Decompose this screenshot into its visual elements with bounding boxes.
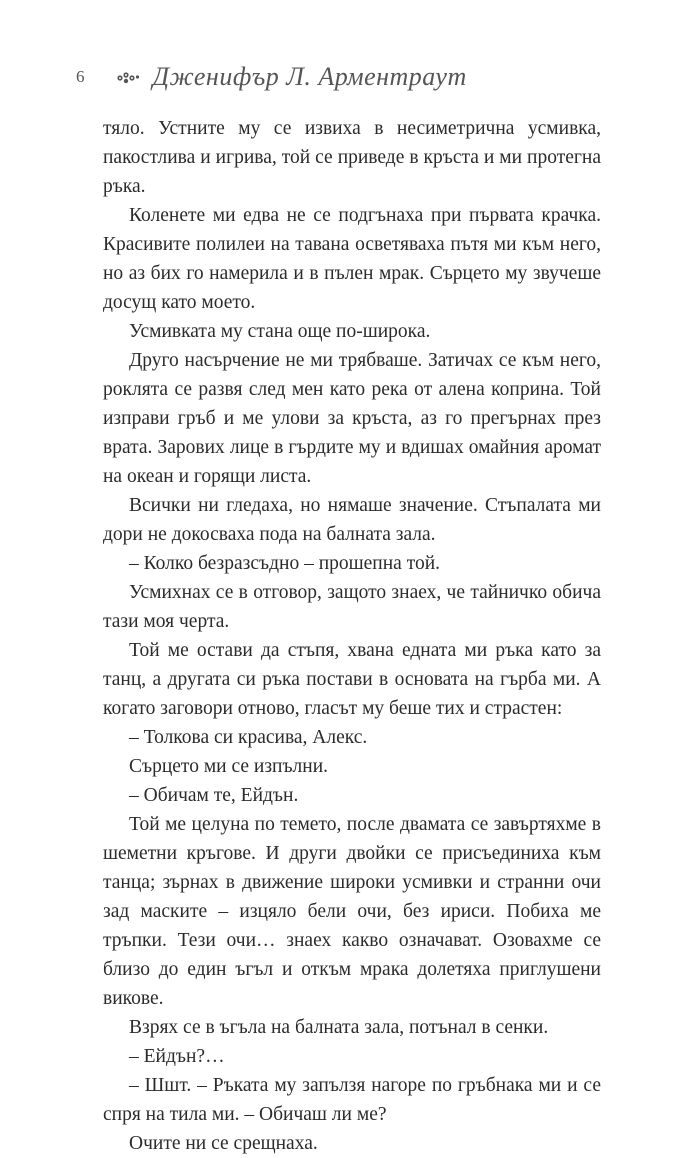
dialogue-line: – Ейдън?… <box>129 1046 225 1067</box>
paragraph: тяло. Устните му се извиха в несиметрична усмивка, пакостлива и игрива, той се приведе в кръста и ми протегна ръка. <box>103 118 601 197</box>
paragraph: Той ме целуна по темето, после двамата се завъртяхме в шеметни кръгове. И други двойки се присъединиха към танца; зърнах в движение широки усмивки и странни очи зад маските – изцяло бели очи, без ириси. Побиха ме тръпки. Тези очи… знаех какво означават. Озовахме се близо до един ъгъл и откъм мрака долетяха приглушени викове. <box>103 814 601 1009</box>
paragraph: Всички ни гледаха, но нямаше значение. Стъпалата ми дори не докосваха пода на балната зала. <box>103 495 601 545</box>
paragraph: Коленете ми едва не се подгънаха при първата крачка. Красивите полилеи на тавана осветяваха пътя ми към него, но аз бих го намерила и в пълен мрак. Сърцето му звучеше досущ като моето. <box>103 205 601 313</box>
dialogue-line: – Толкова си красива, Алекс. <box>129 727 368 748</box>
running-head-title: Дженифър Л. Арментраут <box>152 62 467 91</box>
paragraph: Усмивката му стана още по-широка. <box>129 321 431 342</box>
dialogue-line: – Колко безразсъдно – прошепна той. <box>129 553 441 574</box>
dialogue-line: – Обичам те, Ейдън. <box>129 785 299 806</box>
paragraph: Сърцето ми се изпълни. <box>129 756 329 777</box>
paragraph: Взрях се в ъгъла на балната зала, потънал в сенки. <box>129 1017 549 1038</box>
page-number: 6 <box>76 67 85 86</box>
paragraph: Друго насърчение не ми трябваше. Затичах се към него, роклята се развя след мен като река от алена коприна. Той изправи гръб и ме улови за кръста, аз го прегърнах през врата. Зарових лице в гърдите му и вдишах омайния аромат на океан и горящи листа. <box>103 350 601 487</box>
body-text <box>103 114 601 1158</box>
dialogue-line: – Шшт. – Ръката му запълзя нагоре по гръбнака ми и се спря на тила ми. – Обичаш ли ме? <box>103 1075 601 1125</box>
floral-ornament-icon <box>115 69 141 85</box>
paragraph: Усмихнах се в отговор, защото знаех, че тайничко обича тази моя черта. <box>103 582 601 632</box>
paragraph: Очите ни се срещнаха. <box>129 1133 318 1154</box>
paragraph: Той ме остави да стъпя, хвана едната ми ръка като за танц, а другата си ръка постави в основата на гърба ми. А когато заговори отново, гласът му беше тих и страстен: <box>103 640 601 719</box>
page-header <box>76 62 467 92</box>
